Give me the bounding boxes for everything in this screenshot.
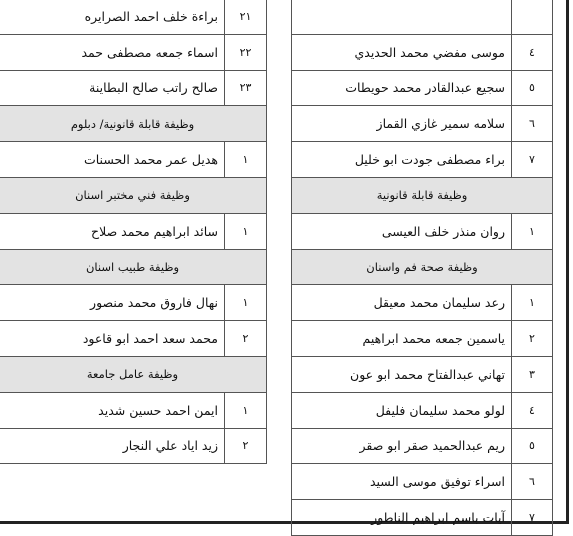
row-number: ٧ [512, 500, 553, 536]
table-row [0, 285, 267, 321]
table-row [0, 142, 267, 178]
person-name: آيات باسم ابراهيم الناطور [292, 500, 512, 536]
table-row [0, 0, 267, 34]
person-name: هديل عمر محمد الحسنات [0, 142, 225, 178]
person-name [292, 0, 512, 34]
row-number: ١ [512, 285, 553, 321]
person-name: نهال فاروق محمد منصور [0, 285, 225, 321]
row-number: ١ [225, 142, 267, 178]
row-number: ٣ [512, 356, 553, 392]
row-number: ١ [225, 392, 267, 428]
section-title: وظيفة قابلة قانونية/ دبلوم [0, 106, 267, 142]
section-header-row [0, 106, 267, 142]
person-name: براء مصطفى جودت ابو خليل [292, 142, 512, 178]
person-name: تهاني عبدالفتاح محمد ابو عون [292, 356, 512, 392]
row-number: ٢١ [225, 0, 267, 34]
person-name: براءة خلف احمد الصرايره [0, 0, 225, 34]
table-row [0, 428, 267, 464]
section-header-row [292, 249, 553, 285]
row-number: ٢٢ [225, 34, 267, 70]
row-number: ٢ [225, 321, 267, 357]
person-name: صالح راتب صالح البطاينة [0, 70, 225, 106]
table-row [292, 285, 553, 321]
row-number: ٥ [512, 428, 553, 464]
table-row [292, 392, 553, 428]
person-name: زيد اياد علي النجار [0, 428, 225, 464]
table-row [292, 34, 553, 70]
section-header-row [292, 177, 553, 213]
table-row [292, 428, 553, 464]
person-name: سلامه سمير غازي القماز [292, 106, 512, 142]
table-row [292, 356, 553, 392]
table-row [292, 142, 553, 178]
person-name: سائد ابراهيم محمد صلاح [0, 213, 225, 249]
row-number: ٤ [512, 392, 553, 428]
section-header-row [0, 177, 267, 213]
row-number: ١ [225, 285, 267, 321]
row-number: ٤ [512, 34, 553, 70]
section-title: وظيفة فني مختبر اسنان [0, 177, 267, 213]
table-row [292, 213, 553, 249]
table-row [292, 0, 553, 34]
table-row [0, 213, 267, 249]
row-number: ٦ [512, 464, 553, 500]
table-row [0, 70, 267, 106]
row-number: ٢ [225, 428, 267, 464]
section-title: وظيفة عامل جامعة [0, 356, 267, 392]
row-number: ٦ [512, 106, 553, 142]
section-header-row [0, 356, 267, 392]
table-row [0, 34, 267, 70]
section-title: وظيفة صحة فم واسنان [292, 249, 553, 285]
table-row [292, 106, 553, 142]
person-name: سجيع عبدالقادر محمد حويطات [292, 70, 512, 106]
left-name-table [0, 0, 267, 464]
table-row [292, 500, 553, 536]
row-number: ٢ [512, 321, 553, 357]
person-name: اسماء جمعه مصطفى حمد [0, 34, 225, 70]
table-row [292, 321, 553, 357]
row-number [512, 0, 553, 34]
person-name: محمد سعد احمد ابو قاعود [0, 321, 225, 357]
person-name: لولو محمد سليمان فليفل [292, 392, 512, 428]
person-name: ايمن احمد حسين شديد [0, 392, 225, 428]
person-name: ياسمين جمعه محمد ابراهيم [292, 321, 512, 357]
row-number: ٧ [512, 142, 553, 178]
row-number: ٢٣ [225, 70, 267, 106]
table-row [0, 321, 267, 357]
table-row [292, 70, 553, 106]
person-name: اسراء توفيق موسى السيد [292, 464, 512, 500]
person-name: ريم عبدالحميد صقر ابو صقر [292, 428, 512, 464]
table-row [0, 392, 267, 428]
right-name-table [291, 0, 553, 536]
row-number: ١ [225, 213, 267, 249]
person-name: موسى مفضي محمد الحديدي [292, 34, 512, 70]
person-name: رعد سليمان محمد معيقل [292, 285, 512, 321]
person-name: روان منذر خلف العيسى [292, 213, 512, 249]
section-title: وظيفة طبيب اسنان [0, 249, 267, 285]
section-title: وظيفة قابلة قانونية [292, 177, 553, 213]
table-row [292, 464, 553, 500]
section-header-row [0, 249, 267, 285]
row-number: ٥ [512, 70, 553, 106]
row-number: ١ [512, 213, 553, 249]
